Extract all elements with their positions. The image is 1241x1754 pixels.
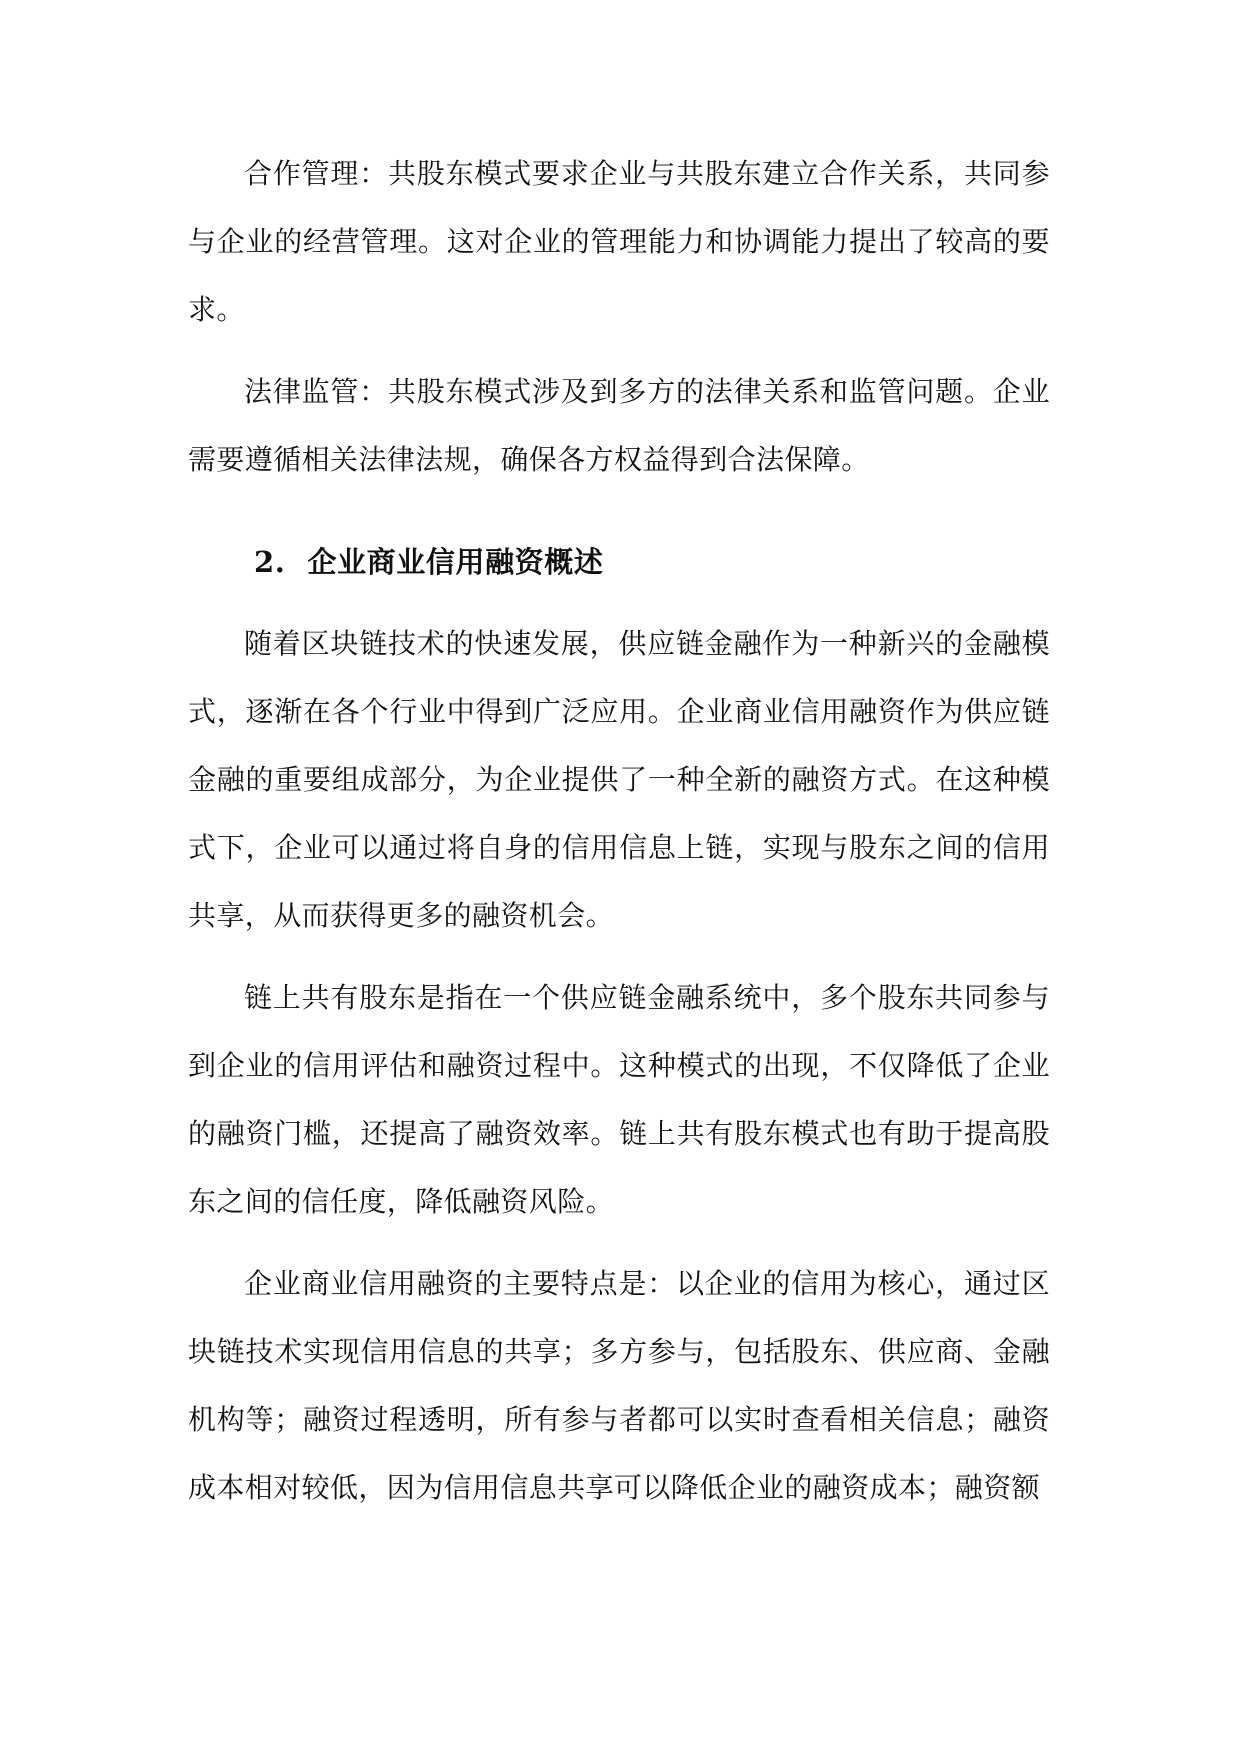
paragraph-cooperation-management: 合作管理：共股东模式要求企业与共股东建立合作关系，共同参与企业的经营管理。这对企业的管理能力和协调能力提出了较高的要求。 [188,157,1050,326]
section-title: 企业商业信用融资概述 [307,545,604,579]
document-body [188,140,1050,1522]
section-heading [188,534,1050,590]
paragraph-main-features: 企业商业信用融资的主要特点是：以企业的信用为核心，通过区块链技术实现信用信息的共享；多方参与，包括股东、供应商、金融机构等；融资过程透明，所有参与者都可以实时查看相关信息；融资成本相对较低，因为信用信息共享可以降低企业的融资成本；融资额 [188,1267,1050,1504]
section-number: 2. [254,545,286,579]
paragraph-blockchain-supply-chain: 随着区块链技术的快速发展，供应链金融作为一种新兴的金融模式，逐渐在各个行业中得到广泛应用。企业商业信用融资作为供应链金融的重要组成部分，为企业提供了一种全新的融资方式。在这种模式下，企业可以通过将自身的信用信息上链，实现与股东之间的信用共享，从而获得更多的融资机会。 [188,627,1050,932]
paragraph-on-chain-shareholders: 链上共有股东是指在一个供应链金融系统中，多个股东共同参与到企业的信用评估和融资过程中。这种模式的出现，不仅降低了企业的融资门槛，还提高了融资效率。链上共有股东模式也有助于提高股东之间的信任度，降低融资风险。 [188,981,1050,1218]
paragraph-legal-regulation: 法律监管：共股东模式涉及到多方的法律关系和监管问题。企业需要遵循相关法律法规，确保各方权益得到合法保障。 [188,375,1050,476]
